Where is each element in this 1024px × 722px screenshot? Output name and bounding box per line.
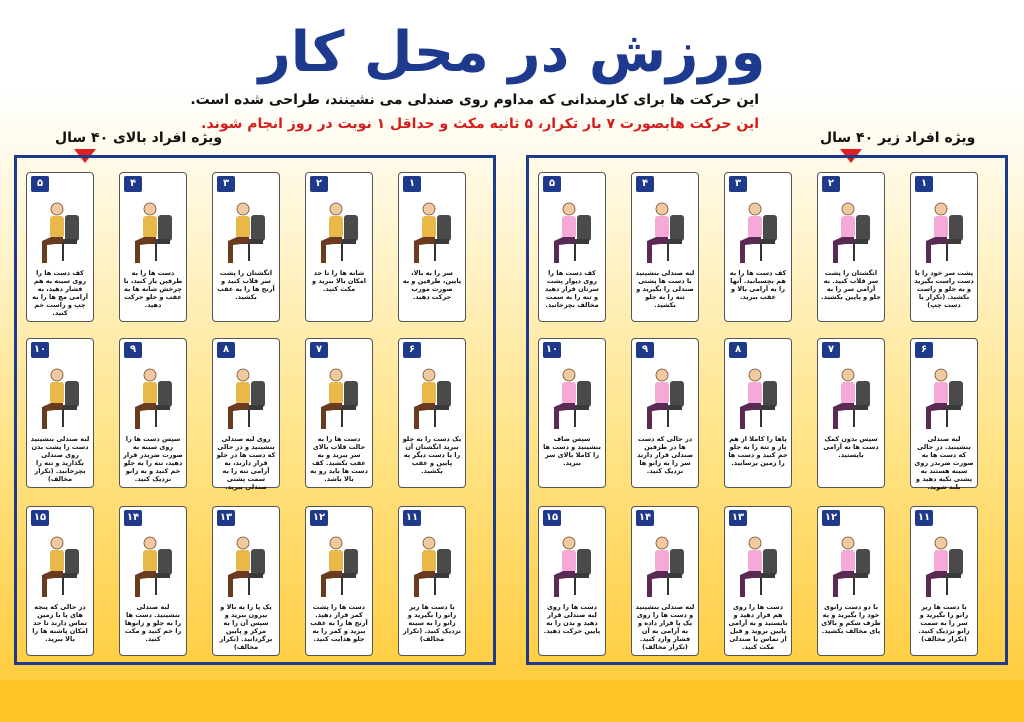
exercise-figure-icon [731,197,787,267]
exercise-number: ۱۰ [31,342,49,358]
exercise-figure-icon [917,197,973,267]
exercise-number: ۸ [729,342,747,358]
exercise-caption: روی لبه صندلی بنشینید و در حالی که دست ها در جلو قرار دارند، به آرامی تنه را به سمت پشتی صندلی ببرید. [216,435,276,491]
exercise-card [398,506,466,656]
exercise-caption: شانه ها را تا حد امکان بالا ببرید و مکث کنید. [312,269,366,293]
exercise-number: ۵ [543,176,561,192]
exercise-caption: با دست ها زیر زانو را بگیرید و زانو را به سینه نزدیک کنید. (تکرار مخالف) [403,603,461,643]
exercise-number: ۹ [636,342,654,358]
exercise-figure-icon [731,531,787,601]
exercise-card [817,506,885,656]
exercise-figure-icon [638,531,694,601]
exercise-figure-icon [545,363,601,433]
exercise-caption: لبه صندلی بنشینید با دست ها پشتی صندلی را بگیرید و تنه را به جلو بکشید. [635,269,695,309]
exercise-caption: دست ها را به طرفین باز کنید، با چرخش شانه ها به عقب و جلو حرکت دهید. [123,269,183,309]
exercise-figure-icon [824,531,880,601]
exercise-caption: سپس دست ها را روی سینه به صورت ضربدر قرار دهید، تنه را به جلو خم کنید و به زانو نزدیک کنید. [123,435,183,483]
exercise-number: ۱۰ [543,342,561,358]
exercise-caption: سر را به بالا، پایین، طرفین و به صورت مورب حرکت دهید. [402,269,462,301]
exercise-figure-icon [638,363,694,433]
exercise-figure-icon [219,197,275,267]
exercise-caption: لبه صندلی بنشینید. در حالی که دست ها به صورت ضربدر روی سینه هستند به پشتی تکیه دهید و بلند شوید. [914,435,974,491]
exercise-figure-icon [312,197,368,267]
exercise-number: ۱۱ [403,510,421,526]
exercise-number: ۲ [310,176,328,192]
exercise-card [305,338,373,488]
exercise-card [631,338,699,488]
exercise-number: ۱۳ [729,510,747,526]
intro-line: این حرکت ها برای کارمندانی که مداوم روی صندلی می نشینند، طراحی شده است. [190,92,759,108]
exercise-card [910,338,978,491]
exercise-figure-icon [312,531,368,601]
exercise-caption: دست ها را روی لبه صندلی قرار دهید و بدن را به پایین حرکت دهید. [543,603,601,635]
exercise-card [26,506,94,656]
exercise-card [538,506,606,656]
exercise-caption: پاها را کاملا از هم باز و تنه را به جلو خم کنید و دست ها را زمین برسانید. [728,435,788,467]
exercise-number: ۱ [403,176,421,192]
exercise-figure-icon [917,363,973,433]
exercise-caption: در حالی که پنجه های پا با زمین تماس دارند تا حد امکان پاشنه ها را بالا ببرید. [32,603,88,643]
right-panel-label: ویژه افراد زیر ۴۰ سال [820,130,976,146]
exercise-card [724,172,792,322]
exercise-card [538,172,606,322]
exercise-card [724,506,792,656]
exercise-card [119,338,187,488]
exercise-figure-icon [545,531,601,601]
page-title: ورزش در محل کار [258,20,766,85]
exercise-figure-icon [824,363,880,433]
exercise-number: ۱۳ [217,510,235,526]
exercise-number: ۱۴ [124,510,142,526]
exercise-figure-icon [33,531,89,601]
exercise-card [26,338,94,488]
exercise-card [398,172,466,322]
exercise-caption: دست ها را به حالت قلاب بالای سر ببرید و به عقب بکشید. کف دست ها باید رو به بالا باشد. [310,435,368,483]
exercise-number: ۱۴ [636,510,654,526]
exercise-card [910,506,978,656]
exercise-card [119,172,187,322]
exercise-figure-icon [219,363,275,433]
exercise-card [398,338,466,488]
exercise-figure-icon [33,363,89,433]
exercise-figure-icon [638,197,694,267]
exercise-number: ۱۲ [310,510,328,526]
exercise-card [305,172,373,322]
exercise-caption: یک دست را به جلو ببرید انگشتان آن را با دست دیگر به پایین و عقب بکشید. [402,435,462,475]
exercise-card [212,506,280,656]
exercise-caption: سپس صاف بنشینید و دست ها را کاملا بالای سر ببرید. [543,435,601,467]
exercise-card [212,172,280,322]
exercise-figure-icon [917,531,973,601]
exercise-number: ۱۵ [543,510,561,526]
exercise-caption: دست ها را پشت کمر قرار دهید. آرنج ها را به عقب ببرید و کمر را به جلو هدایت کنید. [310,603,368,643]
exercise-figure-icon [405,531,461,601]
exercise-figure-icon [126,197,182,267]
exercise-number: ۷ [822,342,840,358]
left-panel-label: ویژه افراد بالای ۴۰ سال [55,130,223,146]
exercise-card [631,172,699,322]
exercise-card [538,338,606,488]
exercise-caption: کف دست ها را روی دیوار پشت سرتان قرار دهید و تنه را به سمت مخالف بچرخانید. [545,269,599,309]
exercise-card [817,172,885,322]
exercise-number: ۴ [124,176,142,192]
exercise-caption: با دو دست زانوی خود را بگیرید و به طرف شکم و بالای پای مخالف بکشید. [821,603,881,635]
exercise-number: ۷ [310,342,328,358]
exercise-number: ۱۲ [822,510,840,526]
exercise-figure-icon [731,363,787,433]
exercise-figure-icon [545,197,601,267]
bottom-band [0,680,1024,722]
exercise-caption: دست ها را روی هم قرار دهید و بایستید و به آرامی پایین بروید و قبل از تماس با صندلی مکث کنید. [728,603,788,651]
exercise-card [817,338,885,488]
exercise-figure-icon [405,363,461,433]
exercise-caption: سپس بدون کمک دست ها به آرامی بایستید. [823,435,879,459]
exercise-number: ۱۵ [31,510,49,526]
exercise-caption: کف دست ها را روی سینه به هم فشار دهید، به آرامی مچ ها را به چپ و راست خم کنید. [32,269,88,317]
exercise-card [305,506,373,656]
exercise-number: ۶ [403,342,421,358]
exercise-figure-icon [219,531,275,601]
exercise-caption: پشت سر خود را با دست راست بگیرید و به جلو و راست بکشید. (تکرار با دست چپ) [914,269,974,309]
exercise-caption: یک پا را به بالا و بیرون ببرید و سپس آن را به مرکز و پایین برگردانید. (تکرار مخالف) [219,603,273,651]
exercise-caption: کف دست ها را به هم بچسبانید. آنها را به آرامی بالا و عقب ببرید. [729,269,787,301]
exercise-figure-icon [126,531,182,601]
exercise-number: ۱ [915,176,933,192]
exercise-number: ۲ [822,176,840,192]
exercise-caption: با دست ها زیر زانو را بگیرید و سر را به سمت زانو نزدیک کنید. (تکرار مخالف) [918,603,970,643]
exercise-number: ۳ [217,176,235,192]
exercise-figure-icon [33,197,89,267]
exercise-card [212,338,280,491]
exercise-card [26,172,94,322]
exercise-caption: لبه صندلی بنشینید و دست ها را روی یک پا قرار داده و به آرامی به آن فشار وارد کنید. (تکرار مخالف) [635,603,695,651]
exercise-figure-icon [824,197,880,267]
exercise-card [631,506,699,656]
exercise-card [119,506,187,656]
exercise-number: ۹ [124,342,142,358]
exercise-caption: لبه صندلی بنشینید دست را پشت بدن روی صندلی بگذارید و تنه را بچرخانید. (تکرار مخالف) [30,435,90,483]
exercise-number: ۴ [636,176,654,192]
exercise-figure-icon [312,363,368,433]
exercise-caption: در حالی که دست ها در طرفین صندلی قرار دارند سر را به زانو ها نزدیک کنید. [636,435,693,475]
exercise-number: ۸ [217,342,235,358]
exercise-card [724,338,792,488]
exercise-number: ۳ [729,176,747,192]
exercise-caption: انگشتان را پشت سر قلاب کنید و آرنج ها را به عقب بکشید. [217,269,275,301]
exercise-number: ۱۱ [915,510,933,526]
exercise-figure-icon [126,363,182,433]
instructions-line: این حرکت هابصورت ۷ بار تکرار، ۵ ثانیه مکث و حداقل ۱ نوبت در روز انجام شوند. [201,116,759,132]
exercise-figure-icon [405,197,461,267]
exercise-number: ۵ [31,176,49,192]
exercise-caption: لبه صندلی بنشینید. دست ها را به جلو و زانوها را خم کنید و مکث کنید. [124,603,182,643]
exercise-number: ۶ [915,342,933,358]
exercise-card [910,172,978,322]
exercise-caption: انگشتان را پشت سر قلاب کنید. به آرامی سر را به جلو و پایین بکشید. [821,269,881,301]
